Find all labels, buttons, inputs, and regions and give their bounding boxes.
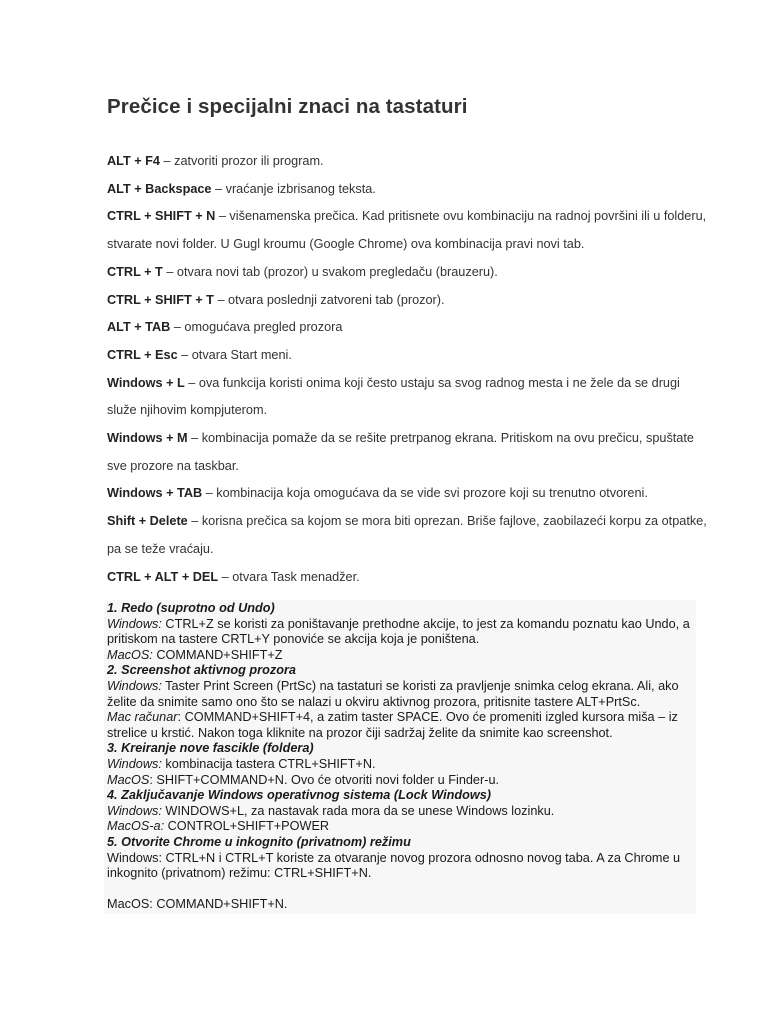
- shortcut-key: ALT + F4: [107, 154, 160, 168]
- tip-text: CONTROL+SHIFT+POWER: [164, 819, 330, 834]
- tip-line: [107, 804, 693, 820]
- os-label: Windows:: [107, 756, 162, 771]
- tip-line: [107, 679, 693, 710]
- shortcut-key: CTRL + SHIFT + T: [107, 292, 214, 307]
- shortcut-desc: – višenamenska prečica. Kad pritisnete ovu kombinaciju na radnoj površini ili u folderu, stvarate novi folder. U Gugl kroumu (Google Chrome) ova kombinacija pravi novi tab.: [107, 209, 707, 252]
- shortcut-item: [107, 342, 707, 370]
- tip-line: [107, 617, 693, 648]
- os-label: Windows:: [107, 678, 162, 693]
- tip-heading: 5. Otvorite Chrome u inkognito (privatnom) režimu: [107, 834, 411, 849]
- shortcut-item: [107, 259, 707, 287]
- shortcut-item: [107, 480, 707, 508]
- shortcut-item: [107, 314, 707, 342]
- tip-heading: 3. Kreiranje nove fascikle (foldera): [107, 741, 314, 756]
- shortcut-key: CTRL + ALT + DEL: [107, 569, 219, 584]
- tip-line: [107, 757, 693, 773]
- shortcut-item: [107, 203, 707, 258]
- shortcut-key: CTRL + T: [107, 264, 163, 279]
- shortcut-item: [107, 370, 707, 425]
- shortcut-item: [107, 508, 707, 563]
- shortcut-desc: – omogućava pregled prozora: [170, 320, 343, 335]
- shortcut-desc: – kombinacija koja omogućava da se vide svi prozore koji su trenutno otvoreni.: [202, 486, 648, 501]
- shortcut-desc: – vraćanje izbrisanog teksta.: [211, 181, 376, 196]
- os-label: MacOS:: [107, 647, 153, 662]
- shortcut-item: [107, 176, 707, 204]
- shortcut-desc: – korisna prečica sa kojom se mora biti oprezan. Briše fajlove, zaobilazeći korpu za otpatke, pa se teže vraćaju.: [107, 514, 707, 556]
- shortcut-key: ALT + Backspace: [107, 181, 212, 196]
- tip-line: MacOS: COMMAND+SHIFT+N.: [107, 897, 288, 912]
- os-label: MacOS: [107, 772, 150, 787]
- tip-line: Windows: CTRL+N i CTRL+T koriste za otvaranje novog prozora odnosno novog taba. A za Chrome u inkognito (privatnom) režimu: CTRL+SHIFT+N.: [107, 850, 681, 881]
- shortcut-desc: – otvara Task menadžer.: [218, 569, 360, 584]
- spacer: [107, 882, 693, 898]
- tip-text: : COMMAND+SHIFT+4, a zatim taster SPACE. Ovo će promeniti izgled kursora miša – iz strelice u krstić. Nakon toga kliknite na prozor čiji sadržaj želite da snimite kao screenshot.: [107, 710, 678, 740]
- tip-heading: 2. Screenshot aktivnog prozora: [107, 663, 296, 678]
- shortcut-desc: – kombinacija pomaže da se rešite pretrpanog ekrana. Pritiskom na ovu prečicu, spuštate sve prozore na taskbar.: [107, 431, 694, 473]
- os-label: Mac računar: [107, 710, 178, 725]
- shortcut-key: Shift + Delete: [107, 514, 188, 529]
- shortcut-key: ALT + TAB: [107, 320, 171, 335]
- shortcut-key: Windows + TAB: [107, 486, 203, 501]
- shortcut-key: CTRL + SHIFT + N: [107, 209, 216, 224]
- shortcut-desc: – zatvoriti prozor ili program.: [160, 154, 324, 168]
- shortcut-key: CTRL + Esc: [107, 347, 178, 362]
- tip-line: [107, 648, 693, 664]
- shortcut-list: [107, 148, 707, 591]
- tips-box: [104, 600, 696, 914]
- shortcut-item: [107, 425, 707, 480]
- tip-text: COMMAND+SHIFT+Z: [152, 647, 283, 662]
- tip-line: [107, 773, 693, 789]
- tip-text: WINDOWS+L, za nastavak rada mora da se unese Windows lozinku.: [161, 803, 555, 818]
- tip-line: [107, 819, 693, 835]
- tip-heading: 4. Zaključavanje Windows operativnog sistema (Lock Windows): [107, 788, 492, 803]
- tip-line: [107, 710, 693, 741]
- shortcut-desc: – otvara Start meni.: [177, 347, 292, 362]
- shortcut-key: Windows + L: [107, 375, 185, 390]
- tip-text: Taster Print Screen (PrtSc) na tastaturi se koristi za pravljenje snimka celog ekrana. Ali, ako želite da snimite samo ono što se nalazi u okviru aktivnog prozora, pritisnite tastere ALT+PrtSc.: [107, 678, 679, 709]
- shortcut-item: [107, 148, 707, 176]
- shortcut-item: [107, 564, 707, 592]
- tip-text: CTRL+Z se koristi za poništavanje prethodne akcije, to jest za komandu poznatu kao Undo, a pritiskom na tastere CRTL+Y ponoviće se akcija koja je poništena.: [107, 616, 690, 647]
- os-label: Windows:: [107, 616, 162, 631]
- shortcut-item: [107, 287, 707, 315]
- shortcut-desc: – otvara poslednji zatvoreni tab (prozor).: [213, 292, 445, 307]
- shortcut-desc: – otvara novi tab (prozor) u svakom pregledaču (brauzeru).: [162, 264, 498, 279]
- os-label: MacOS-a:: [107, 819, 165, 834]
- document-title: Prečice i specijalni znaci na tastaturi: [107, 95, 468, 118]
- os-label: Windows:: [107, 803, 162, 818]
- tip-text: kombinacija tastera CTRL+SHIFT+N.: [161, 756, 376, 771]
- shortcut-key: Windows + M: [107, 431, 188, 446]
- shortcut-desc: – ova funkcija koristi onima koji često ustaju sa svog radnog mesta i ne žele da se drugi služe njihovim kompjuterom.: [107, 375, 680, 418]
- tip-text: : SHIFT+COMMAND+N. Ovo će otvoriti novi folder u Finder-u.: [149, 772, 500, 787]
- tip-heading: 1. Redo (suprotno od Undo): [107, 601, 275, 615]
